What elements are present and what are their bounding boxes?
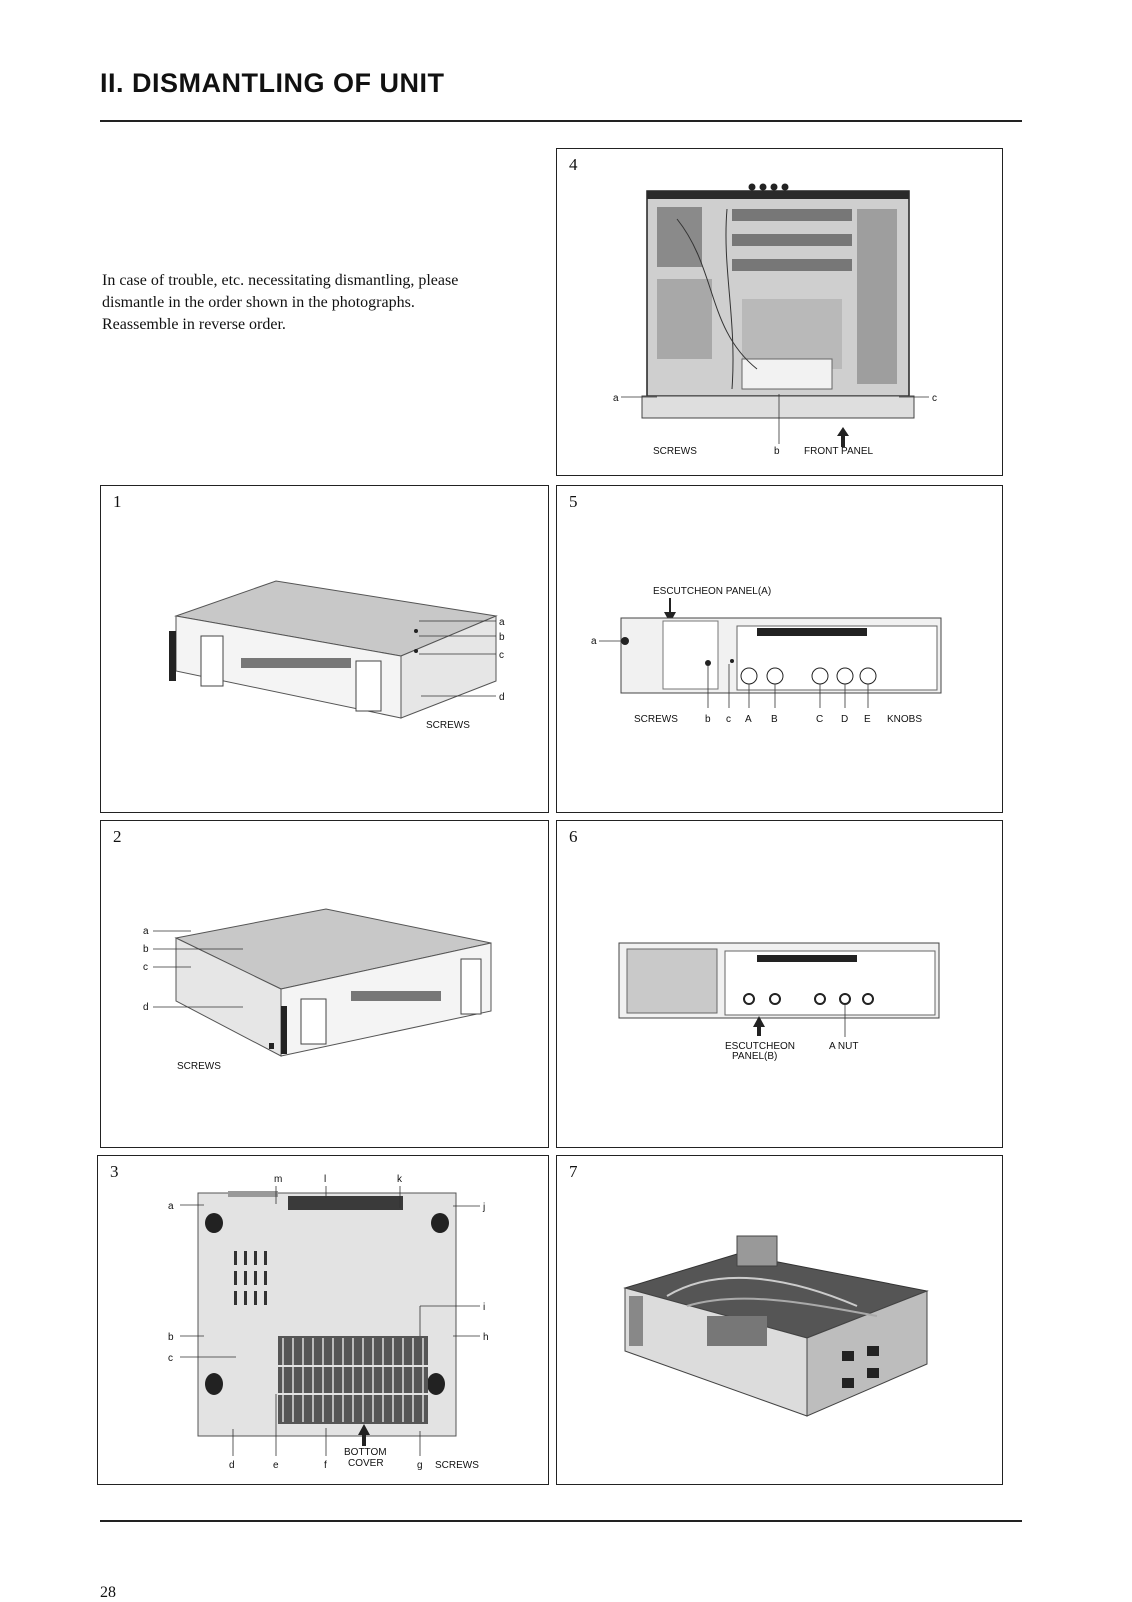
label-knob-c: C bbox=[816, 714, 824, 725]
label-a: a bbox=[499, 617, 505, 628]
label-e: e bbox=[273, 1460, 279, 1471]
label-screws: SCREWS bbox=[177, 1061, 221, 1072]
figure-panel-6 bbox=[556, 820, 1003, 1148]
label-screws: SCREWS bbox=[435, 1460, 479, 1471]
intro-line-1: In case of trouble, etc. necessitating dismantling, please bbox=[102, 272, 459, 289]
label-a: a bbox=[591, 636, 597, 647]
label-escutcheon: ESCUTCHEON bbox=[725, 1041, 796, 1052]
label-b: b bbox=[168, 1332, 174, 1343]
footer-rule bbox=[100, 1520, 1022, 1522]
figure-number: 2 bbox=[113, 827, 122, 846]
label-a: a bbox=[613, 393, 619, 404]
figure-panel-2 bbox=[100, 820, 549, 1148]
figure-2-illustration bbox=[101, 821, 550, 1149]
label-c: c bbox=[499, 650, 504, 661]
figure-4-illustration bbox=[557, 149, 1004, 477]
label-screws: SCREWS bbox=[653, 446, 697, 457]
label-d: d bbox=[499, 692, 505, 703]
label-g: g bbox=[417, 1460, 423, 1471]
figure-6-illustration bbox=[557, 821, 1004, 1149]
intro-line-2: dismantle in the order shown in the photographs. bbox=[102, 294, 415, 311]
label-b: b bbox=[774, 446, 780, 457]
label-d: d bbox=[229, 1460, 235, 1471]
figure-7-illustration bbox=[557, 1156, 1004, 1486]
label-a: a bbox=[168, 1201, 174, 1212]
label-i: i bbox=[483, 1302, 486, 1313]
figure-5-illustration bbox=[557, 486, 1004, 814]
figure-panel-5 bbox=[556, 485, 1003, 813]
intro-line-3: Reassemble in reverse order. bbox=[102, 316, 286, 333]
intro-text bbox=[102, 270, 542, 336]
label-bottom: BOTTOM bbox=[344, 1447, 387, 1458]
label-screws: SCREWS bbox=[634, 714, 678, 725]
label-knob-a: A bbox=[745, 714, 752, 725]
figure-number: 4 bbox=[569, 155, 578, 174]
figure-1-illustration bbox=[101, 486, 550, 814]
label-l: l bbox=[324, 1174, 327, 1185]
label-cover: COVER bbox=[348, 1458, 384, 1469]
figure-number: 7 bbox=[569, 1162, 578, 1181]
label-screws: SCREWS bbox=[426, 720, 470, 731]
label-c: c bbox=[168, 1353, 173, 1364]
label-escutcheon-a: ESCUTCHEON PANEL(A) bbox=[653, 586, 772, 597]
figure-number: 6 bbox=[569, 827, 578, 846]
label-knob-d: D bbox=[841, 714, 849, 725]
label-b: b bbox=[499, 632, 505, 643]
label-c: c bbox=[932, 393, 937, 404]
figure-panel-3 bbox=[97, 1155, 549, 1485]
label-f: f bbox=[324, 1460, 327, 1471]
label-b: b bbox=[705, 714, 711, 725]
label-panel-b: PANEL(B) bbox=[732, 1051, 778, 1062]
page-number: 28 bbox=[100, 1584, 116, 1601]
figure-number: 3 bbox=[110, 1162, 119, 1181]
label-j: j bbox=[483, 1202, 486, 1213]
label-k: k bbox=[397, 1174, 402, 1185]
figure-number: 5 bbox=[569, 492, 578, 511]
figure-number: 1 bbox=[113, 492, 122, 511]
label-d: d bbox=[143, 1002, 149, 1013]
label-h: h bbox=[483, 1332, 489, 1343]
label-c: c bbox=[143, 962, 148, 973]
label-knobs: KNOBS bbox=[887, 714, 923, 725]
label-m: m bbox=[274, 1174, 283, 1185]
label-a: a bbox=[143, 926, 149, 937]
figure-panel-4 bbox=[556, 148, 1003, 476]
figure-3-illustration bbox=[98, 1156, 550, 1486]
label-a-nut: A NUT bbox=[829, 1041, 859, 1052]
label-b: b bbox=[143, 944, 149, 955]
label-knob-b: B bbox=[771, 714, 778, 725]
figure-panel-7 bbox=[556, 1155, 1003, 1485]
label-c: c bbox=[726, 714, 731, 725]
label-knob-e: E bbox=[864, 714, 871, 725]
label-front-panel: FRONT PANEL bbox=[804, 446, 874, 457]
figure-panel-1 bbox=[100, 485, 549, 813]
header-rule bbox=[100, 120, 1022, 122]
page-title: II. DISMANTLING OF UNIT bbox=[100, 68, 445, 98]
